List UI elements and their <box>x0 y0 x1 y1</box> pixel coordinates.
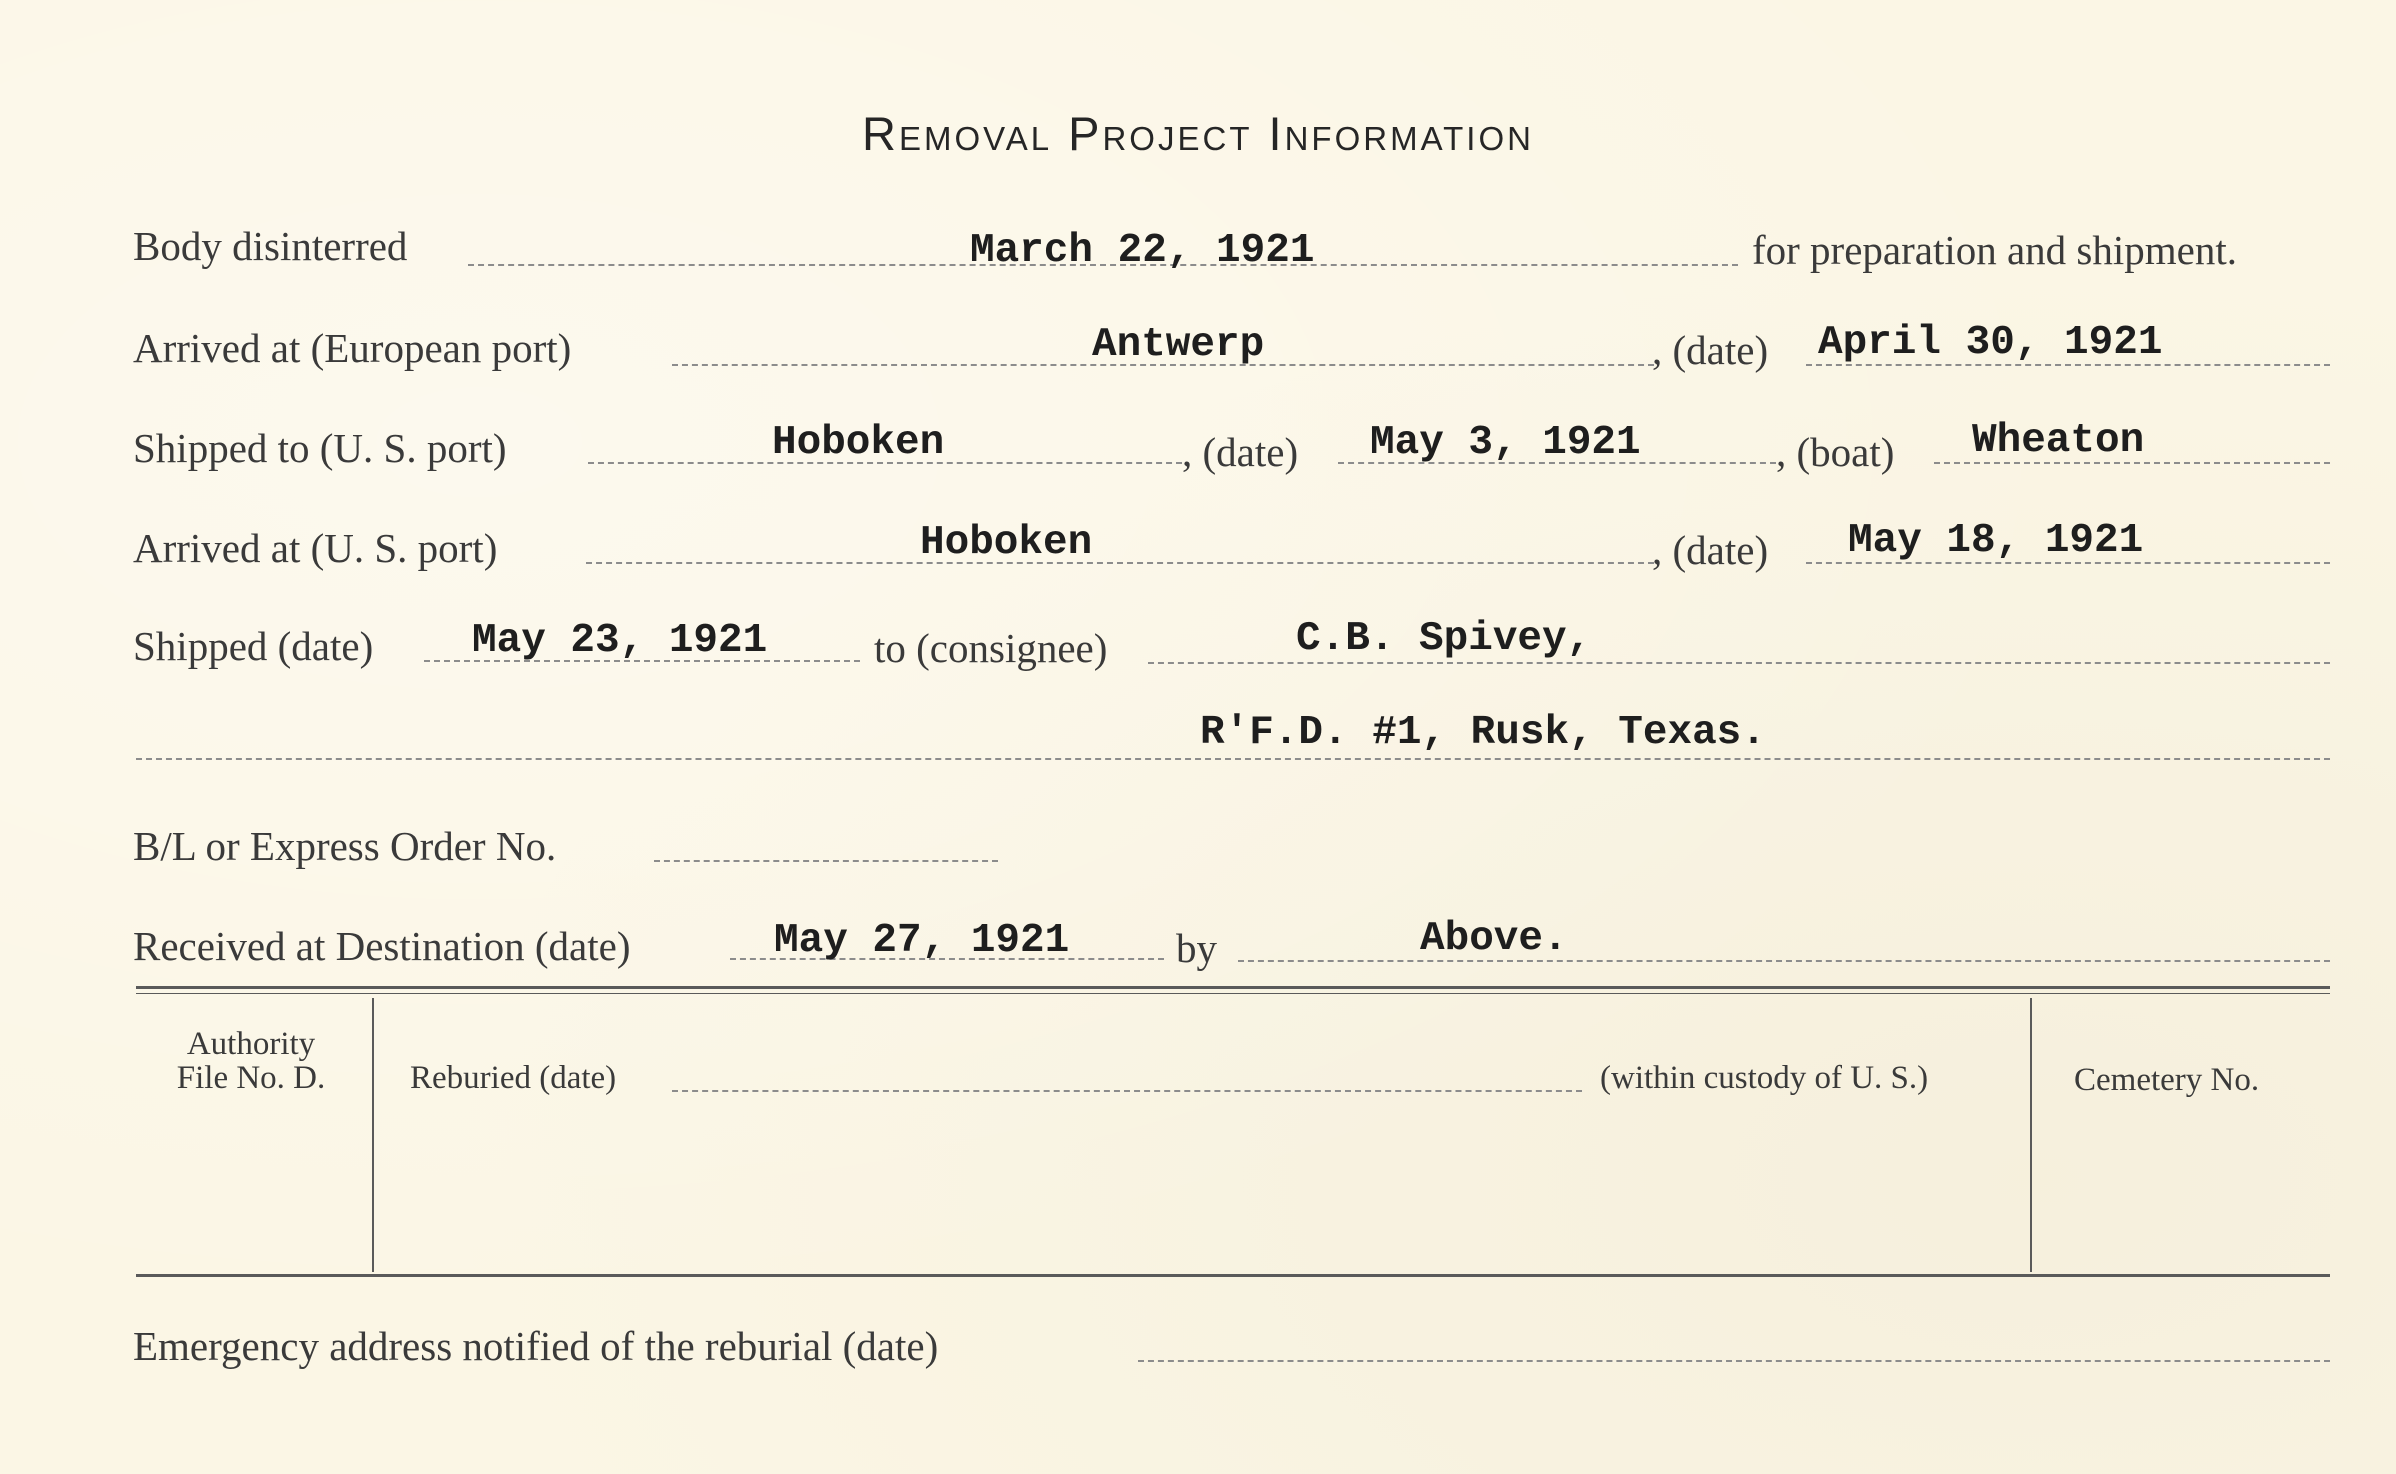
cemetery-label: Cemetery No. <box>2074 1062 2260 1098</box>
reburied-label: Reburied (date) <box>410 1060 617 1096</box>
reburied-line <box>672 1090 1582 1092</box>
authority-label: Authority <box>186 1026 316 1062</box>
emergency-line <box>1138 1360 2330 1362</box>
european-port-label: Arrived at (European port) <box>133 325 572 371</box>
european-port-value: Antwerp <box>1092 322 1265 368</box>
emergency-label: Emergency address notified of the reburial (date) <box>133 1323 939 1369</box>
address-line <box>136 758 2330 760</box>
boat-value: Wheaton <box>1972 418 2145 464</box>
file-no-label: File No. D. <box>176 1060 326 1096</box>
received-by-value: Above. <box>1420 916 1568 962</box>
us-port-arrived-line <box>586 562 1654 564</box>
body-disinterred-suffix: for preparation and shipment. <box>1752 227 2238 273</box>
us-port-shipped-value: Hoboken <box>772 420 945 466</box>
european-date-value: April 30, 1921 <box>1818 320 2163 366</box>
boat-label: , (boat) <box>1776 429 1895 475</box>
bl-order-line <box>654 860 998 862</box>
us-port-shipped-date-label: , (date) <box>1182 429 1299 475</box>
consignee-value: C.B. Spivey, <box>1296 616 1592 662</box>
received-by-label: by <box>1176 925 1217 971</box>
us-port-shipped-label: Shipped to (U. S. port) <box>133 425 507 471</box>
body-disinterred-label: Body disinterred <box>133 223 408 269</box>
card-title: Removal Project Information <box>862 107 1534 160</box>
received-value: May 27, 1921 <box>774 918 1070 964</box>
received-label: Received at Destination (date) <box>133 923 631 969</box>
address-value: R'F.D. #1, Rusk, Texas. <box>1200 710 1766 756</box>
custody-label: (within custody of U. S.) <box>1600 1060 1929 1096</box>
box-top-rule-thin <box>136 993 2330 994</box>
box-bottom-rule <box>136 1274 2330 1277</box>
us-port-shipped-date-value: May 3, 1921 <box>1370 420 1641 466</box>
box-top-rule <box>136 986 2330 989</box>
received-by-line <box>1238 960 2330 962</box>
consignee-line <box>1148 662 2330 664</box>
consignee-label: to (consignee) <box>874 625 1108 671</box>
shipped-date-label: Shipped (date) <box>133 623 374 669</box>
european-date-label: , (date) <box>1652 327 1769 373</box>
us-port-arrived-label: Arrived at (U. S. port) <box>133 525 498 571</box>
us-port-arrived-value: Hoboken <box>920 520 1093 566</box>
shipped-date-value: May 23, 1921 <box>472 618 768 664</box>
body-disinterred-value: March 22, 1921 <box>970 228 1315 274</box>
us-port-arrived-date-label: , (date) <box>1652 527 1769 573</box>
box-left-divider <box>372 998 374 1272</box>
us-port-arrived-date-value: May 18, 1921 <box>1848 518 2144 564</box>
box-right-divider <box>2030 998 2032 1272</box>
bl-order-label: B/L or Express Order No. <box>133 823 557 869</box>
